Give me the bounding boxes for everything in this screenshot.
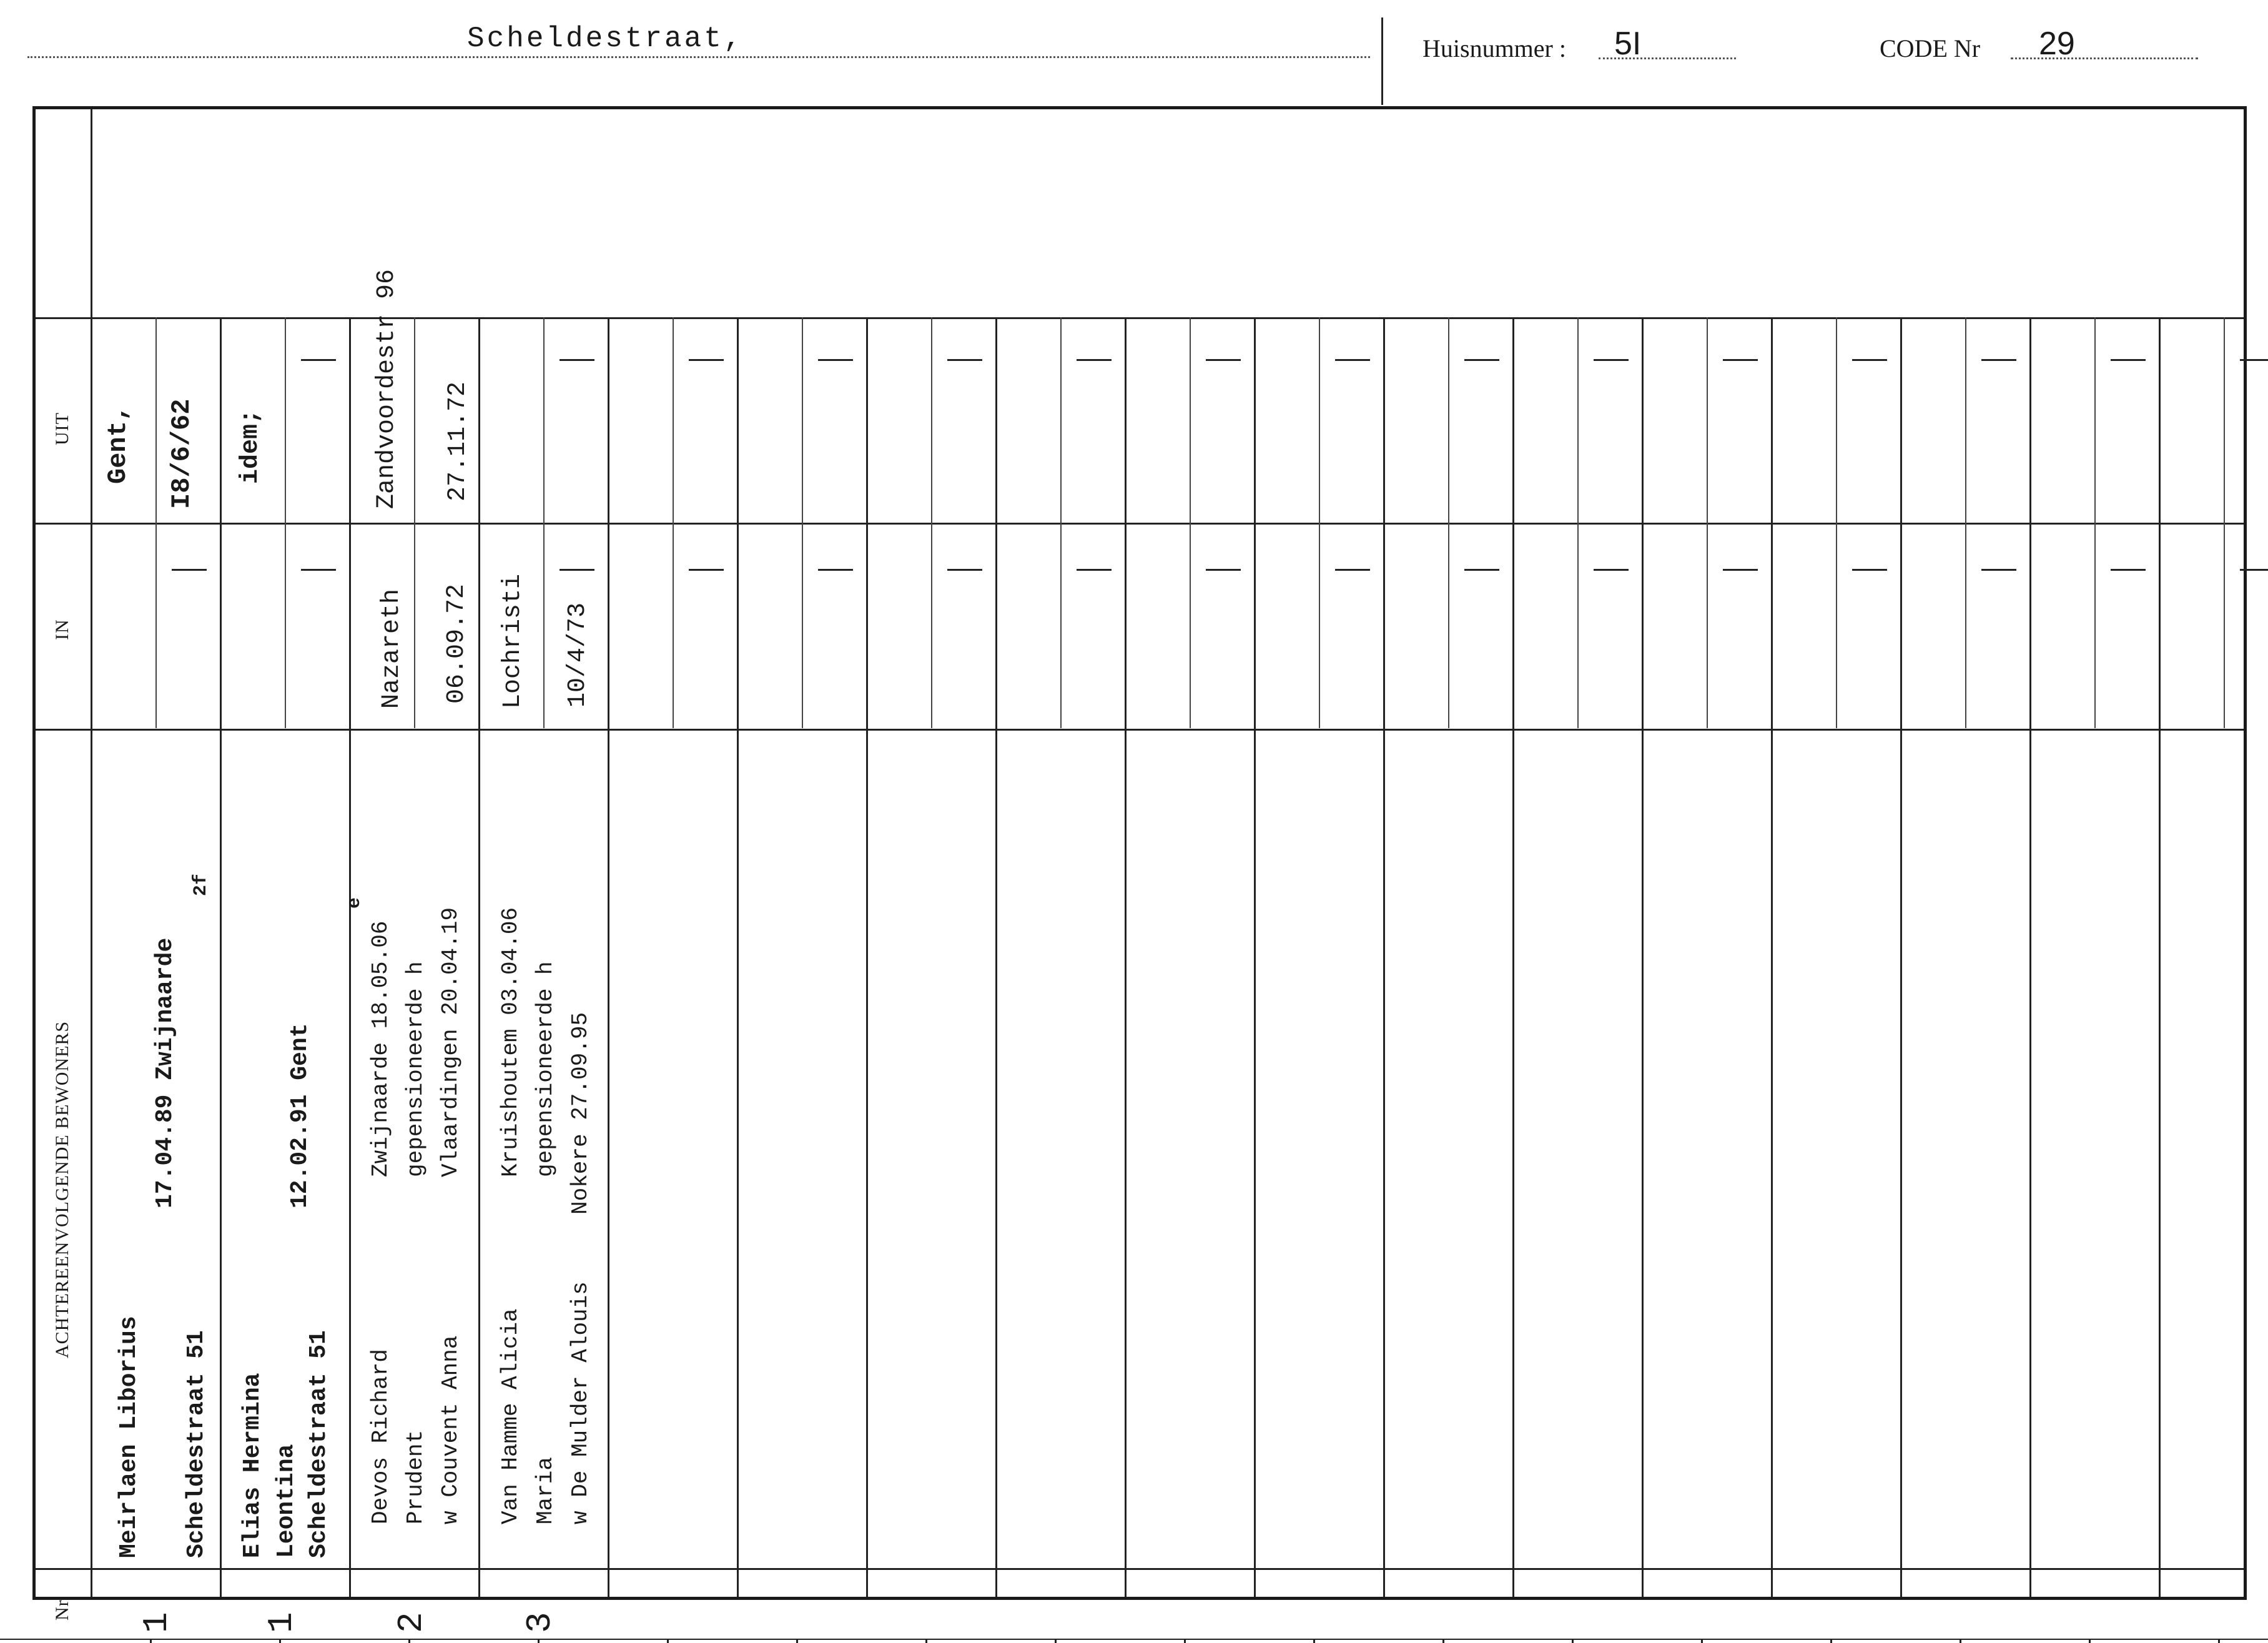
column-divider — [1642, 317, 1644, 1597]
entry-2-note: e — [344, 897, 365, 909]
uit-subcolumn-divider — [543, 317, 545, 523]
residents-table — [32, 106, 2247, 1633]
street-dotted-line — [27, 56, 1370, 58]
entry-3-spouse: w Couvent Anna — [438, 1335, 463, 1524]
in-empty-dash — [1594, 569, 1629, 571]
in-subcolumn-divider — [285, 523, 286, 728]
entry-3-uit-place: Zandvoordestr 96 — [373, 269, 401, 509]
entry-4-nr: 3 — [520, 1612, 560, 1633]
residents-section-label: ACHTEREENVOLGENDE BEWONERS — [52, 1020, 72, 1358]
huisnummer-dotted-line — [1599, 57, 1736, 59]
huisnummer-label: Huisnummer : — [1422, 34, 1566, 62]
bottom-tick — [1960, 1639, 1961, 1643]
bottom-tick — [1701, 1639, 1703, 1643]
entry-1-uit-date: I8/6/62 — [167, 398, 197, 509]
in-subcolumn-divider — [2224, 523, 2225, 728]
column-divider — [478, 317, 480, 1597]
uit-empty-dash — [560, 359, 594, 361]
bottom-tick — [796, 1639, 798, 1643]
column-divider — [2029, 317, 2031, 1597]
uit-subcolumn-divider — [673, 317, 674, 523]
bottom-tick — [1830, 1639, 1832, 1643]
entry-1-nr: 1 — [137, 1612, 177, 1633]
in-subcolumn-divider — [1965, 523, 1966, 728]
uit-empty-dash — [2240, 359, 2268, 361]
in-empty-dash — [301, 569, 336, 571]
uit-subcolumn-divider — [1577, 317, 1579, 523]
bottom-tick — [279, 1639, 281, 1643]
bottom-tick — [1055, 1639, 1057, 1643]
uit-section-label: UIT — [52, 412, 72, 445]
entry-3-name: Devos Richard — [368, 1349, 393, 1524]
bottom-tick — [2089, 1639, 2091, 1643]
code-dotted-line — [2011, 57, 2198, 59]
in-subcolumn-divider — [802, 523, 803, 728]
column-divider — [608, 317, 609, 1597]
uit-subcolumn-divider — [1448, 317, 1449, 523]
entry-4-spouse: w De Mulder Alouis — [568, 1281, 593, 1524]
in-subcolumn-divider — [414, 523, 415, 728]
uit-subcolumn-divider — [414, 317, 415, 523]
column-divider — [220, 317, 222, 1597]
column-divider — [1771, 317, 1773, 1597]
form-header — [0, 0, 2268, 112]
entry-4-spouse-birth: Nokere 27.09.95 — [568, 1012, 593, 1215]
bottom-tick — [1442, 1639, 1444, 1643]
bottom-tick — [667, 1639, 669, 1643]
in-empty-dash — [172, 569, 207, 571]
in-empty-dash — [1206, 569, 1241, 571]
nr-section-label: Nr — [52, 1599, 72, 1621]
column-divider — [349, 317, 351, 1597]
uit-subcolumn-divider — [2224, 317, 2225, 523]
in-empty-dash — [560, 569, 594, 571]
entry-2-address: Scheldestraat 51 — [305, 1330, 332, 1558]
in-empty-dash — [1464, 569, 1499, 571]
column-divider — [1254, 317, 1256, 1597]
uit-empty-dash — [1335, 359, 1370, 361]
entry-1-birth: 17.04.89 Zwijnaarde — [152, 937, 179, 1208]
in-empty-dash — [2240, 569, 2268, 571]
in-empty-dash — [2111, 569, 2146, 571]
in-subcolumn-divider — [1060, 523, 1062, 728]
uit-subcolumn-divider — [285, 317, 286, 523]
uit-subcolumn-divider — [1319, 317, 1320, 523]
uit-empty-dash — [301, 359, 336, 361]
uit-subcolumn-divider — [1836, 317, 1837, 523]
header-divider — [1381, 17, 1383, 105]
in-subcolumn-divider — [1707, 523, 1708, 728]
in-empty-dash — [689, 569, 724, 571]
bottom-tick — [1184, 1639, 1186, 1643]
in-subcolumn-divider — [1190, 523, 1191, 728]
uit-empty-dash — [1594, 359, 1629, 361]
in-subcolumn-divider — [1448, 523, 1449, 728]
in-section-label: IN — [52, 619, 72, 640]
entry-4-in-date: 10/4/73 — [564, 602, 592, 708]
in-subcolumn-divider — [931, 523, 932, 728]
uit-empty-dash — [818, 359, 853, 361]
uit-empty-dash — [1077, 359, 1112, 361]
in-subcolumn-divider — [1836, 523, 1837, 728]
uit-empty-dash — [1206, 359, 1241, 361]
in-subcolumn-divider — [2094, 523, 2096, 728]
in-subcolumn-divider — [155, 523, 157, 728]
uit-subcolumn-divider — [1190, 317, 1191, 523]
in-empty-dash — [1077, 569, 1112, 571]
entry-4-firstname: Maria — [533, 1456, 558, 1524]
bottom-tick — [150, 1639, 152, 1643]
entry-2-name: Elias Hermina — [239, 1373, 266, 1558]
entry-3-uit-date: 27.11.72 — [444, 381, 472, 501]
row-divider-in — [36, 523, 2244, 525]
column-divider — [737, 317, 739, 1597]
entry-1-address: Scheldestraat 51 — [183, 1330, 210, 1558]
in-subcolumn-divider — [1319, 523, 1320, 728]
column-divider — [2159, 317, 2161, 1597]
uit-empty-dash — [1981, 359, 2016, 361]
row-divider-nr — [36, 1568, 2244, 1570]
uit-subcolumn-divider — [155, 317, 157, 523]
bottom-tick — [925, 1639, 927, 1643]
in-empty-dash — [1852, 569, 1887, 571]
bottom-tick — [408, 1639, 410, 1643]
entry-3-in-date: 06.09.72 — [443, 583, 471, 704]
label-column-divider — [91, 109, 92, 1597]
uit-empty-dash — [2111, 359, 2146, 361]
entry-4-birth: Kruishoutem 03.04.06 — [498, 907, 523, 1177]
code-value: 29 — [2039, 26, 2075, 62]
entry-4-in-place: Lochristi — [499, 573, 527, 709]
uit-empty-dash — [947, 359, 982, 361]
uit-empty-dash — [1723, 359, 1758, 361]
uit-empty-dash — [1852, 359, 1887, 361]
column-divider — [1900, 317, 1902, 1597]
uit-subcolumn-divider — [931, 317, 932, 523]
bottom-tick — [1572, 1639, 1574, 1643]
entry-3-spouse-birth: Vlaardingen 20.04.19 — [438, 907, 463, 1177]
in-subcolumn-divider — [673, 523, 674, 728]
entry-2-firstname: Leontina — [273, 1444, 300, 1558]
in-empty-dash — [1335, 569, 1370, 571]
bottom-tick — [1313, 1639, 1315, 1643]
in-empty-dash — [1723, 569, 1758, 571]
huisnummer-value: 5I — [1614, 26, 1642, 62]
column-divider — [1383, 317, 1385, 1597]
column-divider — [1125, 317, 1127, 1597]
row-divider-uit — [36, 317, 2244, 319]
entry-3-job: gepensioneerde h — [403, 961, 428, 1177]
code-label: CODE Nr — [1880, 34, 1981, 62]
in-subcolumn-divider — [543, 523, 545, 728]
street-name: Scheldestraat, — [467, 22, 744, 55]
entry-2-nr: 1 — [262, 1612, 302, 1633]
entry-3-birth: Zwijnaarde 18.05.06 — [368, 920, 393, 1177]
in-empty-dash — [1981, 569, 2016, 571]
entry-3-firstname: Prudent — [403, 1429, 428, 1524]
uit-subcolumn-divider — [1707, 317, 1708, 523]
in-empty-dash — [947, 569, 982, 571]
uit-empty-dash — [1464, 359, 1499, 361]
entry-2-uit-place: idem; — [237, 408, 265, 484]
row-divider-residents — [36, 729, 2244, 731]
entry-3-nr: 2 — [392, 1612, 431, 1633]
in-empty-dash — [818, 569, 853, 571]
entry-1-name: Meirlaen Liborius — [116, 1316, 142, 1558]
uit-subcolumn-divider — [1060, 317, 1062, 523]
entry-1-note: 2f — [190, 873, 212, 896]
entry-1-uit-place: Gent, — [103, 405, 133, 484]
entry-2-birth: 12.02.91 Gent — [287, 1023, 313, 1208]
entry-4-job: gepensioneerde h — [533, 961, 558, 1177]
uit-empty-dash — [689, 359, 724, 361]
column-divider — [995, 317, 997, 1597]
in-subcolumn-divider — [1577, 523, 1579, 728]
uit-subcolumn-divider — [802, 317, 803, 523]
bottom-edge-line — [0, 1639, 2268, 1640]
bottom-tick — [2218, 1639, 2220, 1643]
uit-subcolumn-divider — [2094, 317, 2096, 523]
uit-subcolumn-divider — [1965, 317, 1966, 523]
entry-4-name: Van Hamme Alicia — [498, 1308, 523, 1524]
bottom-tick — [538, 1639, 540, 1643]
column-divider — [866, 317, 868, 1597]
column-divider — [1512, 317, 1514, 1597]
entry-3-in-place: Nazareth — [378, 588, 406, 709]
